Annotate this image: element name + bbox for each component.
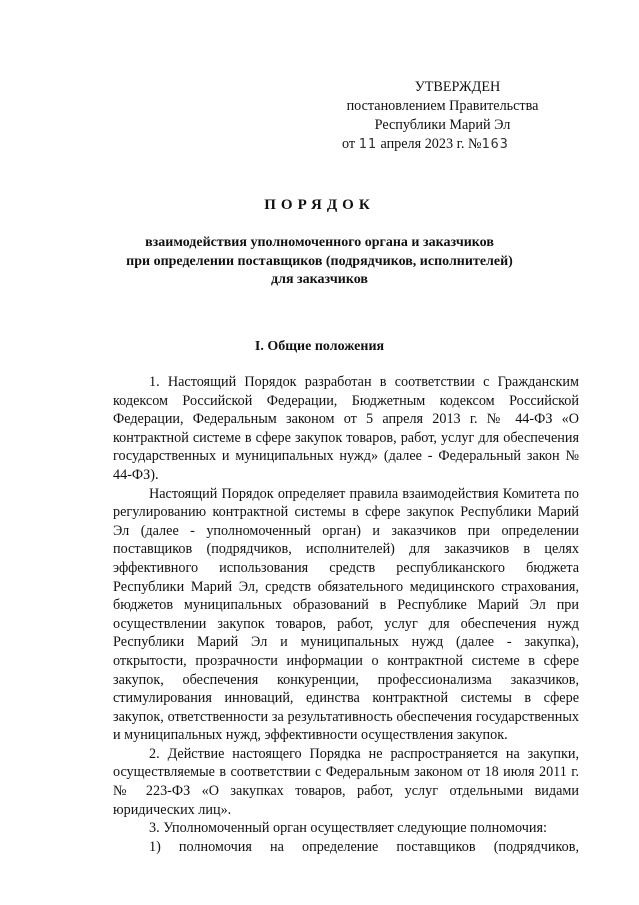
paragraph: 2. Действие настоящего Порядка не распространяется на закупки, осуществляемые в соответствии с Федеральным законом от 18 июля 2011 г. № 223-ФЗ «О закупках товаров, работ, услуг отдельными видами юридических лиц».: [113, 745, 579, 818]
approval-day: 11: [358, 136, 377, 152]
approval-heading: УТВЕРЖДЕН: [414, 79, 501, 95]
subtitle-line: взаимодействия уполномоченного органа и заказчиков: [145, 235, 494, 250]
subtitle-line: при определении поставщиков (подрядчиков, исполнителей): [126, 253, 513, 269]
document-body: [113, 373, 579, 856]
approval-resolution: постановлением Правительства: [346, 98, 539, 114]
approval-date-prefix: от: [342, 136, 356, 152]
paragraph: 1. Настоящий Порядок разработан в соответствии с Гражданским кодексом Российской Федерации, Бюджетным кодексом Российской Федерации, Федеральным законом от 5 апреля 2013 г. № 44-ФЗ «О контрактной системе в сфере закупок товаров, работ, услуг для обеспечения государственных и муниципальных нужд» (далее - Федеральный закон № 44-ФЗ).: [113, 374, 579, 483]
section-heading: I. Общие положения: [254, 339, 385, 354]
document-title: ПОРЯДОК: [264, 197, 375, 213]
paragraph: Настоящий Порядок определяет правила взаимодействия Комитета по регулированию контрактной системы в сфере закупок Республики Марий Эл (далее - уполномоченный орган) и заказчиков при определении поставщиков (подрядчиков, исполнителей) для заказчиков в целях эффективного использования средств республиканского бюджета Республики Марий Эл, средств обязательного медицинского страхования, бюджетов муниципальных образований в Республике Марий Эл при осуществлении закупок товаров, работ, услуг для обеспечения нужд Республики Марий Эл и муниципальных нужд (далее - закупка), открытости, прозрачности информации о контрактной системе в сфере закупок, обеспечения конкуренции, профессионализма заказчиков, стимулирования инноваций, единства контрактной системы в сфере закупок, ответственности за результативность обеспечения государственных и муниципальных нужд, эффективности осуществления закупок.: [113, 485, 579, 744]
paragraph: 3. Уполномоченный орган осуществляет следующие полномочия:: [149, 820, 547, 837]
approval-government: Республики Марий Эл: [374, 117, 511, 133]
document-subtitle: [80, 234, 559, 290]
approval-month-year: апреля 2023 г. №: [380, 136, 482, 152]
approval-date-line: [300, 135, 585, 154]
paragraph: 1) полномочия на определение поставщиков (подрядчиков,: [149, 838, 579, 855]
approval-number: 163: [481, 136, 509, 152]
approval-block: [300, 78, 585, 154]
subtitle-line: для заказчиков: [271, 272, 368, 287]
